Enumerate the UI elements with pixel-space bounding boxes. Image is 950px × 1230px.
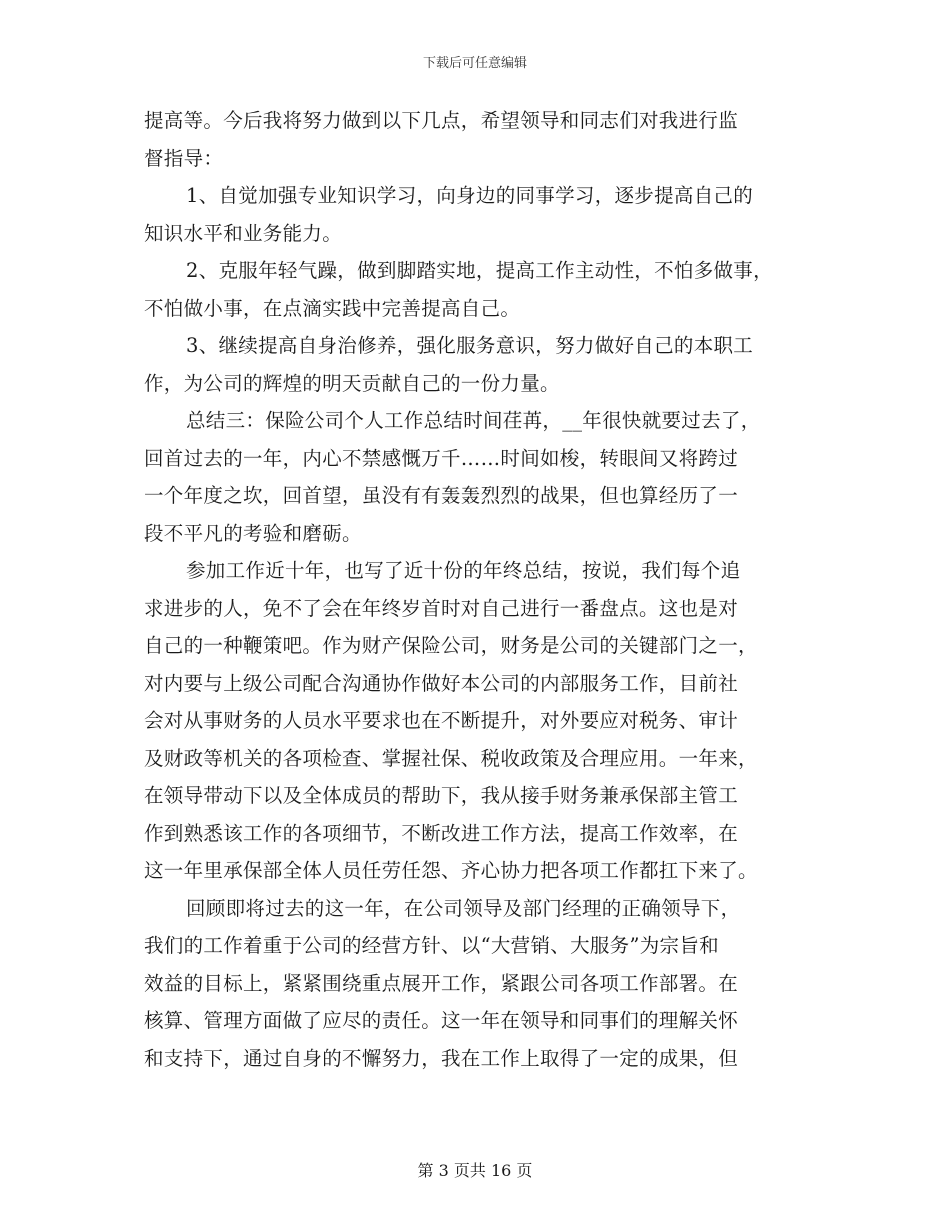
text-line: 参加工作近十年，也写了近十份的年终总结，按说，我们每个追 xyxy=(186,559,741,582)
text-line: 段不平凡的考验和磨砺。 xyxy=(144,521,362,545)
text-line: 和支持下，通过自身的不懈努力，我在工作上取得了一定的成果，但 xyxy=(144,1046,739,1070)
text-line: 这一年里承保部全体人员任劳任怨、齐心协力把各项工作都扛下来了。 xyxy=(144,859,758,882)
text-line: 2、克服年轻气躁，做到脚踏实地，提高工作主动性，不怕多做事， xyxy=(186,259,773,282)
text-line: 知识水平和业务能力。 xyxy=(144,221,343,245)
text-line: 求进步的人，免不了会在年终岁首时对自己进行一番盘点。这也是对 xyxy=(144,596,739,620)
text-line: 及财政等机关的各项检查、掌握社保、税收政策及合理应用。一年来， xyxy=(144,746,758,770)
text-line: 总结三：保险公司个人工作总结时间荏苒，__年很快就要过去了， xyxy=(186,409,761,432)
text-line: 效益的目标上，紧紧围绕重点展开工作，紧跟公司各项工作部署。在 xyxy=(144,971,739,995)
text-line: 在领导带动下以及全体成员的帮助下，我从接手财务兼承保部主管工 xyxy=(144,784,739,807)
text-line: 会对从事财务的人员水平要求也在不断提升，对外要应对税务、审计 xyxy=(144,709,739,732)
text-line: 回顾即将过去的这一年，在公司领导及部门经理的正确领导下， xyxy=(186,896,741,920)
text-line: 3、继续提高自身治修养，强化服务意识，努力做好自己的本职工 xyxy=(186,334,754,357)
text-line: 我们的工作着重于公司的经营方针、以“大营销、大服务”为宗旨和 xyxy=(144,934,719,957)
text-line: 不怕做小事，在点滴实践中完善提高自己。 xyxy=(144,296,521,320)
page-header: 下载后可任意编辑 xyxy=(422,56,527,71)
text-line: 提高等。今后我将努力做到以下几点，希望领导和同志们对我进行监 xyxy=(144,109,739,132)
text-line: 核算、管理方面做了应尽的责任。这一年在领导和同事们的理解关怀 xyxy=(144,1009,739,1032)
text-line: 作到熟悉该工作的各项细节，不断改进工作方法，提高工作效率，在 xyxy=(144,821,739,845)
page-footer: 第 3 页共 16 页 xyxy=(417,1161,533,1180)
document-body xyxy=(144,102,820,1077)
text-line: 一个年度之坎，回首望，虽没有有轰轰烈烈的战果，但也算经历了一 xyxy=(144,484,739,507)
text-line: 督指导： xyxy=(144,146,224,170)
text-line: 对内要与上级公司配合沟通协作做好本公司的内部服务工作，目前社 xyxy=(144,671,739,695)
text-line: 1、自觉加强专业知识学习，向身边的同事学习，逐步提高自己的 xyxy=(186,184,754,207)
text-line: 自己的一种鞭策吧。作为财产保险公司，财务是公司的关键部门之一， xyxy=(144,634,758,657)
text-line: 回首过去的一年，内心不禁感慨万千……时间如梭，转眼间又将跨过 xyxy=(144,446,739,470)
text-line: 作，为公司的辉煌的明天贡献自己的一份力量。 xyxy=(144,371,560,395)
